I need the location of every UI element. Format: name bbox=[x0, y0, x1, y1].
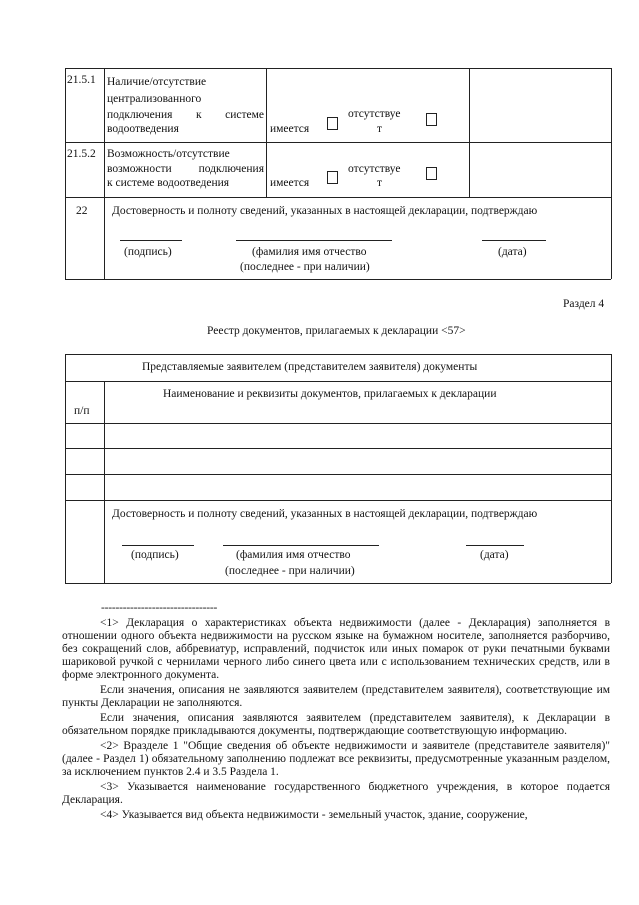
name-line bbox=[236, 240, 392, 241]
signature-line bbox=[120, 240, 182, 241]
date-line bbox=[466, 545, 524, 546]
certify-text: Достоверность и полноту сведений, указанных в настоящей декларации, подтверждаю bbox=[112, 508, 538, 520]
option-no-label: отсутствуе bbox=[348, 108, 401, 120]
option-no-label: т bbox=[377, 123, 383, 135]
option-yes-label: имеется bbox=[270, 177, 310, 189]
certify-text: Достоверность и полноту сведений, указанных в настоящей декларации, подтверждаю bbox=[112, 205, 538, 217]
row-label-line: Наличие/отсутствие bbox=[107, 76, 207, 88]
footnote-paragraph: <2> Вразделе 1 "Общие сведения об объекте недвижимости и заявителе (представителе заявителя)" (далее - Раздел 1) обязательному заполнению подлежат все реквизиты, предусмотренные указанным разделом, за исключением пунктов 2.4 и 3.5 Раздела 1. bbox=[62, 740, 610, 778]
table-header: Представляемые заявителем (представителем заявителя) документы bbox=[142, 361, 478, 373]
date-line bbox=[482, 240, 546, 241]
footnote-separator: -------------------------------- bbox=[101, 602, 218, 614]
row-label-line: возможности подключения bbox=[107, 163, 264, 175]
name-caption: (фамилия имя отчество bbox=[236, 549, 351, 561]
date-caption: (дата) bbox=[480, 549, 509, 561]
column-header-name: Наименование и реквизиты документов, прилагаемых к декларации bbox=[163, 388, 497, 400]
option-no-label: т bbox=[377, 177, 383, 189]
row-number: 21.5.1 bbox=[67, 74, 96, 86]
column-header-number: п/п bbox=[74, 405, 90, 417]
section-title: Реестр документов, прилагаемых к декларации <57> bbox=[207, 325, 466, 337]
option-yes-label: имеется bbox=[270, 123, 310, 135]
row-label-line: централизованного bbox=[107, 93, 202, 105]
footnote-paragraph: Если значения, описания не заявляются заявителем (представителем заявителя), соответствующие им пункты Декларации не заполняются. bbox=[62, 684, 610, 709]
checkbox-yes[interactable] bbox=[327, 117, 338, 130]
footnotes bbox=[62, 617, 610, 822]
checkbox-no[interactable] bbox=[426, 113, 437, 126]
footnote-paragraph: <1> Декларация о характеристиках объекта недвижимости (далее - Декларация) заполняется в отношении одного объекта недвижимости на русском языке на бумажном носителе, заполняется разборчиво, без сокращений слов, аббревиатур, исправлений, подчисток или иных помарок от руки печатными буквами шариковой ручкой с чернилами черного либо синего цвета или с использованием технических средств, или в форме электронного документа. bbox=[62, 617, 610, 681]
checkbox-no[interactable] bbox=[426, 167, 437, 180]
row-label-line: к системе водоотведения bbox=[107, 177, 230, 189]
name-caption: (последнее - при наличии) bbox=[225, 565, 355, 577]
footnote-paragraph: <3> Указывается наименование государственного бюджетного учреждения, в которое подается Декларация. bbox=[62, 781, 610, 806]
date-caption: (дата) bbox=[498, 246, 527, 258]
signature-line bbox=[122, 545, 194, 546]
footnote-paragraph: <4> Указывается вид объекта недвижимости - земельный участок, здание, сооружение, bbox=[100, 809, 528, 821]
option-no-label: отсутствуе bbox=[348, 163, 401, 175]
name-caption: (последнее - при наличии) bbox=[240, 261, 370, 273]
section-label: Раздел 4 bbox=[563, 298, 605, 310]
row-number: 22 bbox=[76, 205, 88, 217]
row-label-line: подключения к системе bbox=[107, 109, 264, 121]
signature-caption: (подпись) bbox=[124, 246, 172, 258]
footnote-paragraph: Если значения, описания заявляются заявителем (представителем заявителя), к Декларации в обязательном порядке прикладываются документы, подтверждающие соответствующую информацию. bbox=[62, 712, 610, 737]
checkbox-yes[interactable] bbox=[327, 171, 338, 184]
name-line bbox=[223, 545, 379, 546]
row-label-line: водоотведения bbox=[107, 123, 179, 135]
row-number: 21.5.2 bbox=[67, 148, 96, 160]
name-caption: (фамилия имя отчество bbox=[252, 246, 367, 258]
row-label-line: Возможность/отсутствие bbox=[107, 148, 230, 160]
signature-caption: (подпись) bbox=[131, 549, 179, 561]
